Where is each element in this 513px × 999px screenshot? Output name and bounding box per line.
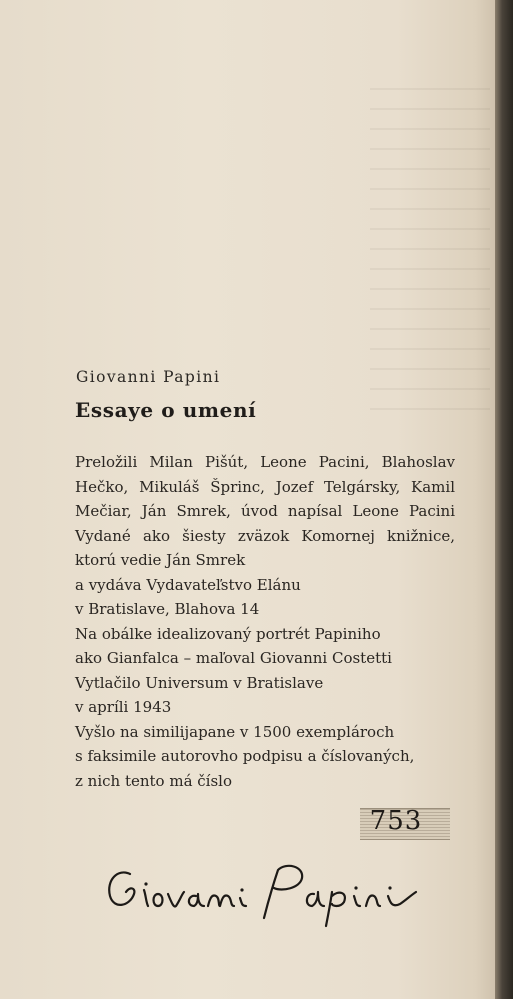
page-edge [495, 0, 513, 999]
colophon-line: Preložili Milan Pišút, Leone Pacini, Blahoslav [75, 453, 455, 471]
colophon-line: ako Gianfalca – maľoval Giovanni Costetti [75, 649, 392, 667]
colophon-line: v apríli 1943 [75, 698, 172, 716]
colophon-line: v Bratislave, Blahova 14 [75, 600, 260, 618]
colophon-line: Vydané ako šiesty zväzok Komornej knižnice, [75, 526, 455, 545]
colophon-line: Na obálke idealizovaný portrét Papiniho [75, 624, 381, 643]
handwritten-signature [100, 846, 430, 936]
book-title: Essaye o umení [75, 398, 257, 422]
colophon [75, 450, 455, 793]
colophon-line: ktorú vedie Ján Smrek [75, 551, 246, 569]
colophon-line: Vytlačilo Universum v Bratislave [75, 673, 324, 692]
bleed-through-text [370, 70, 490, 410]
colophon-line: a vydáva Vydavateľstvo Elánu [75, 575, 301, 594]
colophon-line: s faksimile autorovho podpisu a číslovaných, [75, 747, 415, 765]
author-name: Giovanni Papini [76, 368, 221, 386]
copy-number: 753 [369, 806, 423, 836]
colophon-line: Hečko, Mikuláš Šprinc, Jozef Telgársky, Kamil [75, 477, 455, 496]
colophon-line: z nich tento má číslo [75, 771, 233, 790]
colophon-line: Vyšlo na similijapane v 1500 exemplároch [75, 722, 395, 741]
colophon-line: Mečiar, Ján Smrek, úvod napísal Leone Pacini [75, 502, 455, 520]
